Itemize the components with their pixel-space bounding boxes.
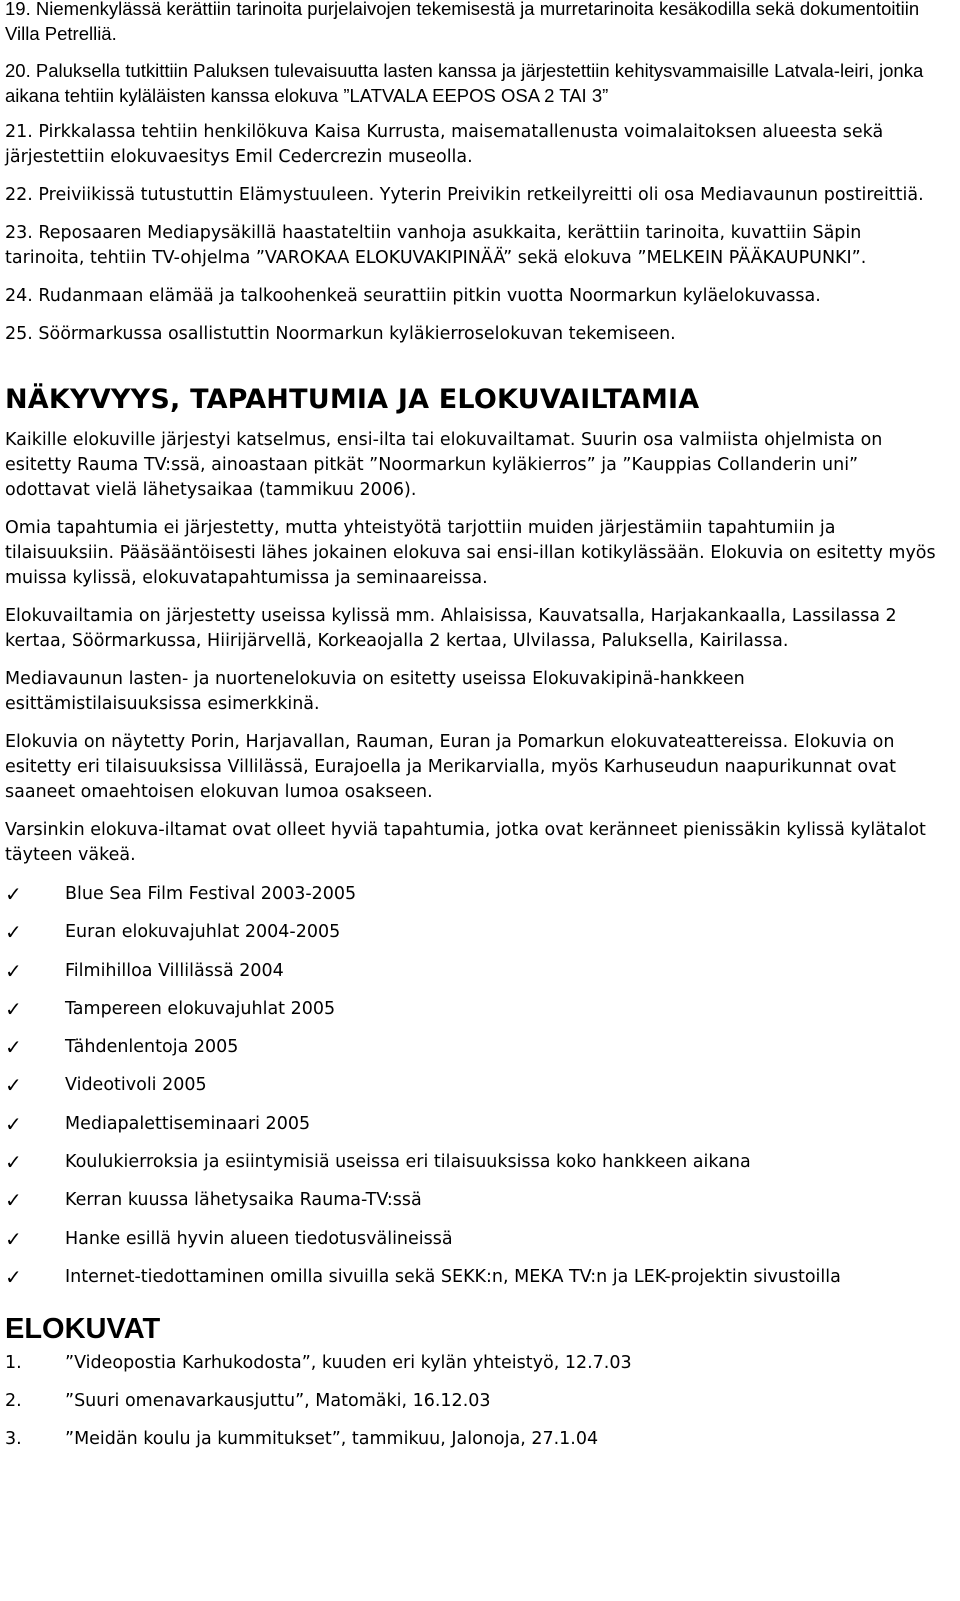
list-item — [5, 1389, 945, 1427]
list-item — [5, 1188, 945, 1226]
checkmark-icon: ✓ — [5, 920, 22, 945]
section-heading-visibility: NÄKYVYYS, TAPAHTUMIA JA ELOKUVAILTAMIA — [5, 384, 700, 415]
list-item-text: Tampereen elokuvajuhlat 2005 — [65, 998, 336, 1019]
paragraph: Omia tapahtumia ei järjestetty, mutta yhteistyötä tarjottiin muiden järjestämiin tapahtumiin ja tilaisuuksiin. Pääsääntöisesti lähes jokainen elokuva sai ensi-illan kotikylässään. Elokuvia on esitetty myös muissa kylissä, elokuvatapahtumissa ja seminaareissa. — [5, 518, 936, 588]
event-checklist — [5, 882, 945, 1303]
list-item — [5, 1112, 945, 1150]
paragraph: Varsinkin elokuva-iltamat ovat olleet hyviä tapahtumia, jotka ovat keränneet pienissäkin kylissä kylätalot täyteen väkeä. — [5, 820, 926, 865]
list-item — [5, 1351, 945, 1389]
film-list — [5, 1351, 945, 1465]
list-item-22: 22. Preiviikissä tutustuttin Elämystuuleen. Yyterin Preivikin retkeilyreitti oli osa Mediavaunun postireittiä. — [5, 185, 924, 205]
list-number: 3. — [5, 1429, 22, 1450]
list-item — [5, 997, 945, 1035]
list-item-text: Tähdenlentoja 2005 — [65, 1037, 239, 1058]
checkmark-icon: ✓ — [5, 1226, 22, 1251]
list-item — [5, 1265, 945, 1303]
list-item-23: 23. Reposaaren Mediapysäkillä haastateltiin vanhoja asukkaita, kerättiin tarinoita, kuvattiin Säpin tarinoita, tehtiin TV-ohjelma ”VAROKAA ELOKUVAKIPINÄÄ” sekä elokuva ”MELKEIN PÄÄKAUPUNKI”. — [5, 223, 867, 268]
section-heading-films: ELOKUVAT — [5, 1313, 161, 1346]
list-item-text: Mediapalettiseminaari 2005 — [65, 1113, 311, 1134]
list-item-text: Euran elokuvajuhlat 2004-2005 — [65, 922, 341, 943]
checkmark-icon: ✓ — [5, 1073, 22, 1098]
checkmark-icon: ✓ — [5, 1150, 22, 1175]
list-item-text: ”Suuri omenavarkausjuttu”, Matomäki, 16.12.03 — [65, 1391, 491, 1412]
list-item-text: Koulukierroksia ja esiintymisiä useissa eri tilaisuuksissa koko hankkeen aikana — [65, 1152, 751, 1173]
paragraph: Mediavaunun lasten- ja nuortenelokuvia on esitetty useissa Elokuvakipinä-hankkeen esittämistilaisuuksissa esimerkkinä. — [5, 669, 745, 714]
list-item — [5, 1035, 945, 1073]
list-item — [5, 959, 945, 997]
checkmark-icon: ✓ — [5, 1111, 22, 1136]
list-item — [5, 920, 945, 958]
list-number: 1. — [5, 1353, 22, 1374]
list-item — [5, 1427, 945, 1465]
paragraph: Elokuvailtamia on järjestetty useissa kylissä mm. Ahlaisissa, Kauvatsalla, Harjakankaalla, Lassilassa 2 kertaa, Söörmarkussa, Hiirijärvellä, Korkeaojalla 2 kertaa, Ulvilassa, Paluksella, Kairilassa. — [5, 606, 897, 651]
list-item-text: Videotivoli 2005 — [65, 1075, 207, 1096]
checkmark-icon: ✓ — [5, 1035, 22, 1060]
list-item-text: Blue Sea Film Festival 2003-2005 — [65, 884, 357, 904]
list-item-text: Hanke esillä hyvin alueen tiedotusvälineissä — [65, 1228, 453, 1249]
checkmark-icon: ✓ — [5, 996, 22, 1021]
list-item-19: 19. Niemenkylässä kerättiin tarinoita purjelaivojen tekemisestä ja murretarinoita kesäkodilla sekä dokumentoitiin Villa Petrelliä. — [5, 0, 920, 44]
list-item-25: 25. Söörmarkussa osallistuttin Noormarkun kyläkierroselokuvan tekemiseen. — [5, 324, 676, 344]
list-item-20: 20. Paluksella tutkittiin Paluksen tulevaisuutta lasten kanssa ja järjestettiin kehitysvammaisille Latvala-leiri, jonka aikana tehtiin kyläläisten kanssa elokuva ”LATVALA EEPOS OSA 2 TAI 3” — [5, 60, 924, 106]
checkmark-icon: ✓ — [5, 1188, 22, 1213]
paragraph: Kaikille elokuville järjestyi katselmus, ensi-ilta tai elokuvailtamat. Suurin osa valmiista ohjelmista on esitetty Rauma TV:ssä, ainoastaan pitkät ”Noormarkun kyläkierros” ja ”Kauppias Collanderin uni” odottavat vielä lähetysaikaa (tammikuu 2006). — [5, 430, 883, 500]
checkmark-icon: ✓ — [5, 958, 22, 983]
paragraph: Elokuvia on näytetty Porin, Harjavallan, Rauman, Euran ja Pomarkun elokuvateattereissa. Elokuvia on esitetty eri tilaisuuksissa Villilässä, Eurajoella ja Merikarvialla, myös Karhuseudun naapurikunnat ovat saaneet omaehtoisen elokuvan lumoa osakseen. — [5, 732, 897, 802]
list-item-text: Filmihilloa Villilässä 2004 — [65, 960, 284, 981]
list-item — [5, 1150, 945, 1188]
checkmark-icon: ✓ — [5, 882, 22, 906]
list-item-24: 24. Rudanmaan elämää ja talkoohenkeä seurattiin pitkin vuotta Noormarkun kyläelokuvassa. — [5, 286, 821, 306]
list-item — [5, 1073, 945, 1111]
list-item-text: Kerran kuussa lähetysaika Rauma-TV:ssä — [65, 1190, 422, 1211]
list-item-text: Internet-tiedottaminen omilla sivuilla sekä SEKK:n, MEKA TV:n ja LEK-projektin sivustoilla — [65, 1266, 841, 1287]
list-item-text: ”Videopostia Karhukodosta”, kuuden eri kylän yhteistyö, 12.7.03 — [65, 1353, 632, 1374]
list-item — [5, 882, 945, 920]
checkmark-icon: ✓ — [5, 1264, 22, 1289]
list-number: 2. — [5, 1391, 22, 1412]
list-item-text: ”Meidän koulu ja kummitukset”, tammikuu, Jalonoja, 27.1.04 — [65, 1429, 599, 1450]
list-item — [5, 1227, 945, 1265]
list-item-21: 21. Pirkkalassa tehtiin henkilökuva Kaisa Kurrusta, maisematallenusta voimalaitoksen alueesta sekä järjestettiin elokuvaesitys Emil Cedercrezin museolla. — [5, 122, 884, 167]
